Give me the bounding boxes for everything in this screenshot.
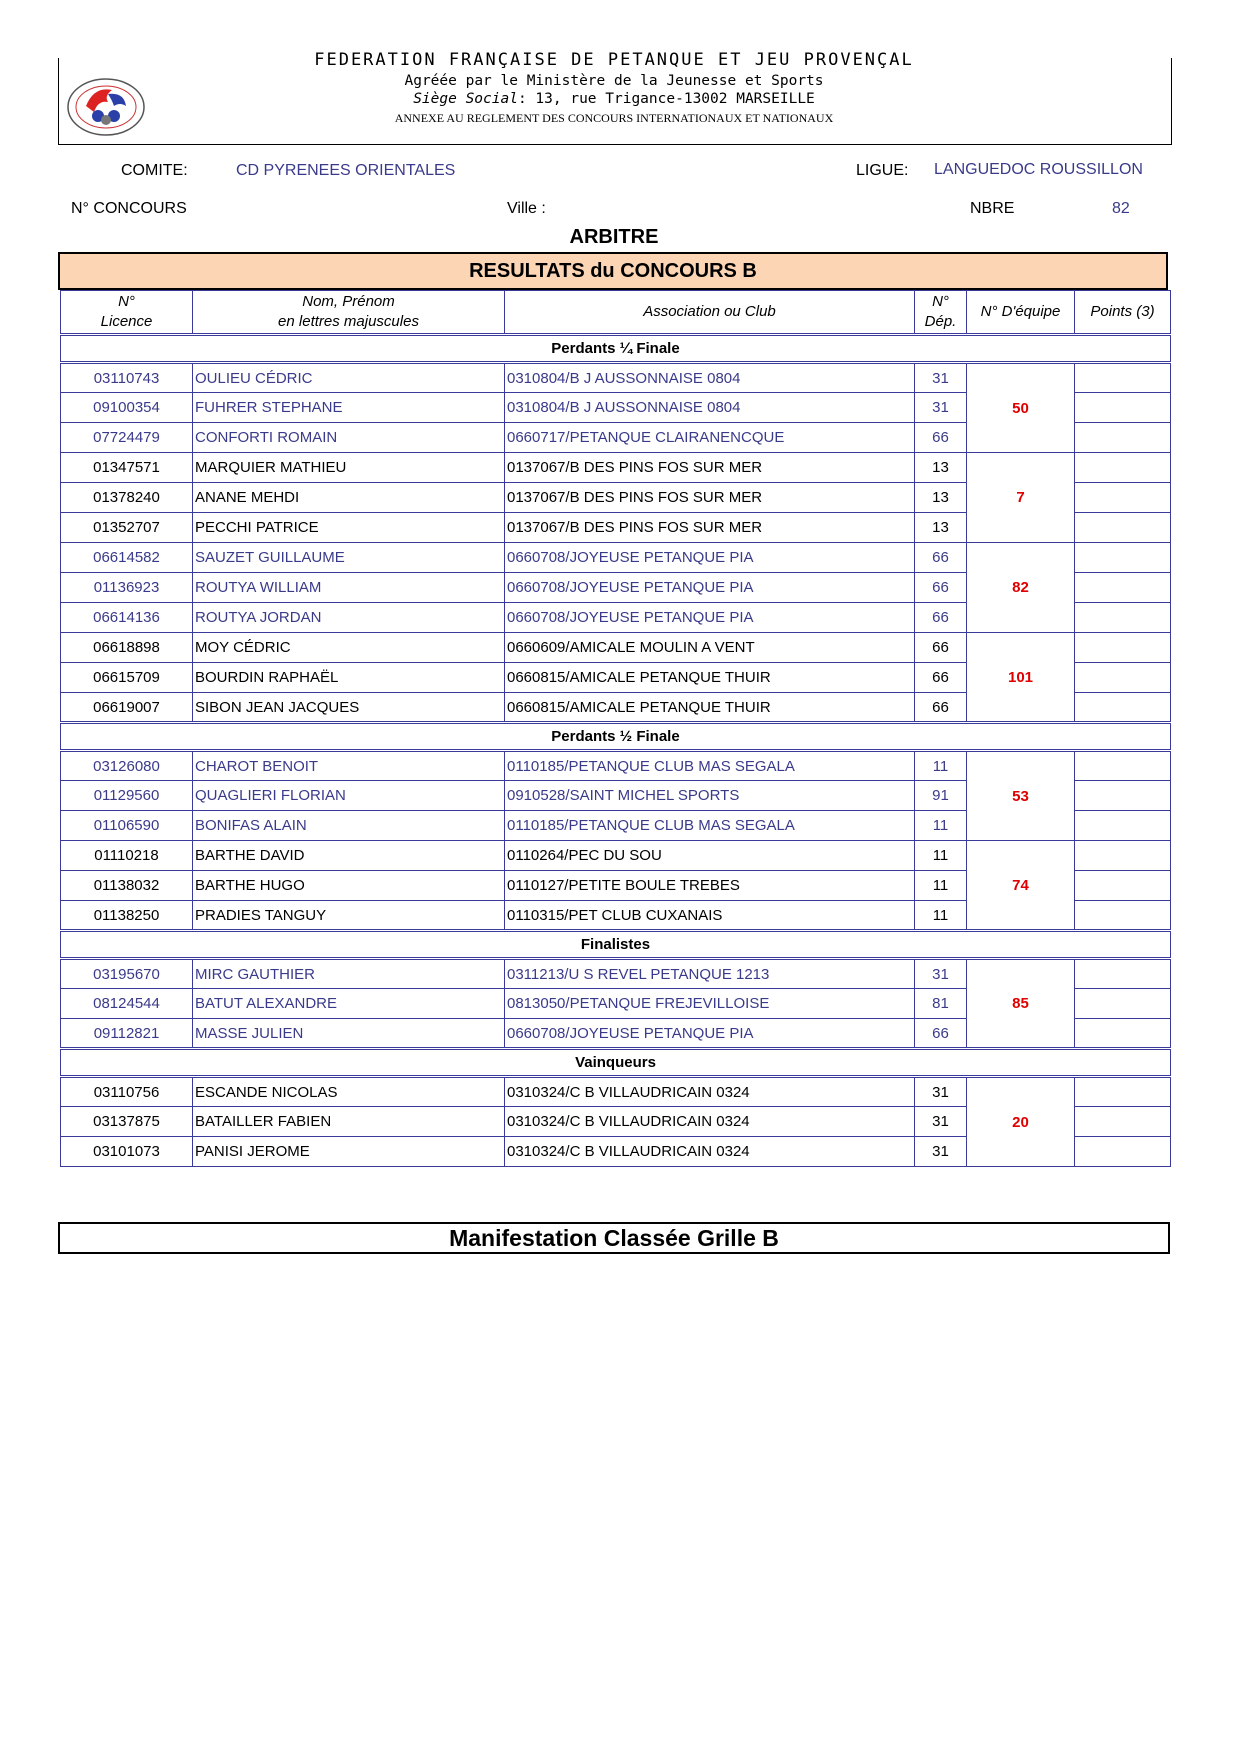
- dep-cell: 66: [915, 423, 967, 453]
- points-cell: [1075, 633, 1171, 663]
- name-cell: SAUZET GUILLAUME: [193, 543, 505, 573]
- licence-cell: 03110743: [61, 363, 193, 393]
- club-cell: 0660708/JOYEUSE PETANQUE PIA: [505, 603, 915, 633]
- points-cell: [1075, 693, 1171, 723]
- name-cell: PECCHI PATRICE: [193, 513, 505, 543]
- points-cell: [1075, 1107, 1171, 1137]
- name-cell: FUHRER STEPHANE: [193, 393, 505, 423]
- table-row: [61, 841, 1171, 871]
- points-cell: [1075, 989, 1171, 1019]
- name-cell: BATUT ALEXANDRE: [193, 989, 505, 1019]
- team-number-cell: 53: [967, 751, 1075, 841]
- footer-classification: Manifestation Classée Grille B: [58, 1222, 1170, 1254]
- name-cell: MOY CÉDRIC: [193, 633, 505, 663]
- points-cell: [1075, 573, 1171, 603]
- points-cell: [1075, 841, 1171, 871]
- club-cell: 0110127/PETITE BOULE TREBES: [505, 871, 915, 901]
- dep-cell: 11: [915, 871, 967, 901]
- section-title: Vainqueurs: [61, 1049, 1171, 1077]
- dep-cell: 66: [915, 633, 967, 663]
- table-row: [61, 633, 1171, 663]
- siege-address: : 13, rue Trigance-13002 MARSEILLE: [517, 91, 815, 107]
- nbre-value: 82: [1112, 200, 1130, 217]
- nbre-label: NBRE: [970, 200, 1015, 217]
- club-cell: 0110315/PET CLUB CUXANAIS: [505, 901, 915, 931]
- club-cell: 0660815/AMICALE PETANQUE THUIR: [505, 663, 915, 693]
- team-number-cell: 82: [967, 543, 1075, 633]
- dep-cell: 31: [915, 1107, 967, 1137]
- points-cell: [1075, 1137, 1171, 1167]
- dep-cell: 66: [915, 693, 967, 723]
- dep-cell: 91: [915, 781, 967, 811]
- licence-cell: 06615709: [61, 663, 193, 693]
- table-row: [61, 363, 1171, 393]
- table-header-row: [61, 291, 1171, 335]
- section-row: [61, 723, 1171, 751]
- dep-cell: 66: [915, 663, 967, 693]
- dep-cell: 13: [915, 483, 967, 513]
- col-team-header: N° D'équipe: [967, 291, 1075, 335]
- licence-cell: 06619007: [61, 693, 193, 723]
- dep-cell: 11: [915, 811, 967, 841]
- table-row: [61, 543, 1171, 573]
- name-cell: BOURDIN RAPHAËL: [193, 663, 505, 693]
- dep-cell: 81: [915, 989, 967, 1019]
- points-cell: [1075, 453, 1171, 483]
- name-cell: BONIFAS ALAIN: [193, 811, 505, 841]
- dep-cell: 66: [915, 1019, 967, 1049]
- club-cell: 0660708/JOYEUSE PETANQUE PIA: [505, 573, 915, 603]
- points-cell: [1075, 959, 1171, 989]
- club-cell: 0310804/B J AUSSONNAISE 0804: [505, 393, 915, 423]
- name-cell: MARQUIER MATHIEU: [193, 453, 505, 483]
- licence-cell: 09100354: [61, 393, 193, 423]
- table-row: [61, 751, 1171, 781]
- section-title: Perdants ¼ Finale: [61, 335, 1171, 363]
- licence-cell: 03126080: [61, 751, 193, 781]
- team-number-cell: 7: [967, 453, 1075, 543]
- section-row: [61, 335, 1171, 363]
- ville-label: Ville :: [507, 200, 546, 217]
- dep-cell: 31: [915, 959, 967, 989]
- concours-label: N° CONCOURS: [71, 200, 187, 217]
- team-number-cell: 101: [967, 633, 1075, 723]
- points-cell: [1075, 811, 1171, 841]
- dep-cell: 31: [915, 1137, 967, 1167]
- federation-agreement: Agréée par le Ministère de la Jeunesse et Sports: [404, 73, 824, 89]
- licence-cell: 03101073: [61, 1137, 193, 1167]
- licence-cell: 01136923: [61, 573, 193, 603]
- club-cell: 0137067/B DES PINS FOS SUR MER: [505, 513, 915, 543]
- col-points-header: Points (3): [1075, 291, 1171, 335]
- dep-cell: 11: [915, 841, 967, 871]
- club-cell: 0310804/B J AUSSONNAISE 0804: [505, 363, 915, 393]
- points-cell: [1075, 393, 1171, 423]
- name-cell: QUAGLIERI FLORIAN: [193, 781, 505, 811]
- dep-cell: 66: [915, 573, 967, 603]
- dep-cell: 11: [915, 901, 967, 931]
- name-cell: OULIEU CÉDRIC: [193, 363, 505, 393]
- club-cell: 0137067/B DES PINS FOS SUR MER: [505, 453, 915, 483]
- points-cell: [1075, 1019, 1171, 1049]
- club-cell: 0110264/PEC DU SOU: [505, 841, 915, 871]
- points-cell: [1075, 603, 1171, 633]
- points-cell: [1075, 871, 1171, 901]
- results-title: RESULTATS du CONCOURS B: [58, 252, 1168, 290]
- points-cell: [1075, 363, 1171, 393]
- club-cell: 0310324/C B VILLAUDRICAIN 0324: [505, 1137, 915, 1167]
- section-row: [61, 931, 1171, 959]
- club-cell: 0660609/AMICALE MOULIN A VENT: [505, 633, 915, 663]
- club-cell: 0660815/AMICALE PETANQUE THUIR: [505, 693, 915, 723]
- licence-cell: 07724479: [61, 423, 193, 453]
- comite-value: CD PYRENEES ORIENTALES: [236, 162, 456, 179]
- section-title: Finalistes: [61, 931, 1171, 959]
- name-cell: MASSE JULIEN: [193, 1019, 505, 1049]
- col-name-header: Nom, Prénom en lettres majuscules: [193, 291, 505, 335]
- licence-cell: 03137875: [61, 1107, 193, 1137]
- club-cell: 0660717/PETANQUE CLAIRANENCQUE: [505, 423, 915, 453]
- club-cell: 0910528/SAINT MICHEL SPORTS: [505, 781, 915, 811]
- licence-cell: 09112821: [61, 1019, 193, 1049]
- ligue-label: LIGUE:: [856, 162, 909, 179]
- comite-label: COMITE:: [121, 162, 188, 179]
- team-number-cell: 50: [967, 363, 1075, 453]
- club-cell: 0660708/JOYEUSE PETANQUE PIA: [505, 1019, 915, 1049]
- dep-cell: 66: [915, 603, 967, 633]
- name-cell: BARTHE HUGO: [193, 871, 505, 901]
- points-cell: [1075, 751, 1171, 781]
- dep-cell: 13: [915, 513, 967, 543]
- dep-cell: 31: [915, 393, 967, 423]
- licence-cell: 01138250: [61, 901, 193, 931]
- licence-cell: 01106590: [61, 811, 193, 841]
- section-row: [61, 1049, 1171, 1077]
- name-cell: BATAILLER FABIEN: [193, 1107, 505, 1137]
- results-table: [60, 290, 1171, 1167]
- licence-cell: 03110756: [61, 1077, 193, 1107]
- name-cell: ANANE MEHDI: [193, 483, 505, 513]
- licence-cell: 08124544: [61, 989, 193, 1019]
- name-cell: CONFORTI ROMAIN: [193, 423, 505, 453]
- dep-cell: 11: [915, 751, 967, 781]
- licence-cell: 01129560: [61, 781, 193, 811]
- name-cell: PRADIES TANGUY: [193, 901, 505, 931]
- points-cell: [1075, 781, 1171, 811]
- annexe-line: ANNEXE AU REGLEMENT DES CONCOURS INTERNATIONAUX ET NATIONAUX: [394, 111, 834, 125]
- licence-cell: 06614136: [61, 603, 193, 633]
- club-cell: 0110185/PETANQUE CLUB MAS SEGALA: [505, 811, 915, 841]
- name-cell: SIBON JEAN JACQUES: [193, 693, 505, 723]
- licence-cell: 03195670: [61, 959, 193, 989]
- club-cell: 0137067/B DES PINS FOS SUR MER: [505, 483, 915, 513]
- points-cell: [1075, 483, 1171, 513]
- ligue-value: LANGUEDOC ROUSSILLON: [934, 161, 1143, 178]
- club-cell: 0813050/PETANQUE FREJEVILLOISE: [505, 989, 915, 1019]
- table-row: [61, 959, 1171, 989]
- club-cell: 0310324/C B VILLAUDRICAIN 0324: [505, 1107, 915, 1137]
- licence-cell: 01110218: [61, 841, 193, 871]
- col-dep-header: N° Dép.: [915, 291, 967, 335]
- name-cell: BARTHE DAVID: [193, 841, 505, 871]
- team-number-cell: 74: [967, 841, 1075, 931]
- points-cell: [1075, 901, 1171, 931]
- licence-cell: 06618898: [61, 633, 193, 663]
- dep-cell: 31: [915, 363, 967, 393]
- points-cell: [1075, 663, 1171, 693]
- col-club-header: Association ou Club: [505, 291, 915, 335]
- points-cell: [1075, 423, 1171, 453]
- licence-cell: 01352707: [61, 513, 193, 543]
- name-cell: CHAROT BENOIT: [193, 751, 505, 781]
- points-cell: [1075, 543, 1171, 573]
- dep-cell: 66: [915, 543, 967, 573]
- table-row: [61, 453, 1171, 483]
- points-cell: [1075, 1077, 1171, 1107]
- table-row: [61, 1077, 1171, 1107]
- federation-address: [58, 91, 1170, 107]
- club-cell: 0660708/JOYEUSE PETANQUE PIA: [505, 543, 915, 573]
- federation-name: FEDERATION FRANÇAISE DE PETANQUE ET JEU PROVENÇAL: [314, 50, 914, 70]
- points-cell: [1075, 513, 1171, 543]
- licence-cell: 06614582: [61, 543, 193, 573]
- name-cell: MIRC GAUTHIER: [193, 959, 505, 989]
- name-cell: ROUTYA JORDAN: [193, 603, 505, 633]
- results-table-body: [61, 291, 1171, 1167]
- club-cell: 0311213/U S REVEL PETANQUE 1213: [505, 959, 915, 989]
- arbitre-label: ARBITRE: [569, 226, 659, 248]
- name-cell: PANISI JEROME: [193, 1137, 505, 1167]
- dep-cell: 13: [915, 453, 967, 483]
- siege-label: Siège Social: [413, 91, 518, 107]
- col-licence-header: N° Licence: [61, 291, 193, 335]
- licence-cell: 01378240: [61, 483, 193, 513]
- club-cell: 0110185/PETANQUE CLUB MAS SEGALA: [505, 751, 915, 781]
- dep-cell: 31: [915, 1077, 967, 1107]
- club-cell: 0310324/C B VILLAUDRICAIN 0324: [505, 1077, 915, 1107]
- team-number-cell: 20: [967, 1077, 1075, 1167]
- team-number-cell: 85: [967, 959, 1075, 1049]
- section-title: Perdants ½ Finale: [61, 723, 1171, 751]
- licence-cell: 01347571: [61, 453, 193, 483]
- name-cell: ESCANDE NICOLAS: [193, 1077, 505, 1107]
- licence-cell: 01138032: [61, 871, 193, 901]
- name-cell: ROUTYA WILLIAM: [193, 573, 505, 603]
